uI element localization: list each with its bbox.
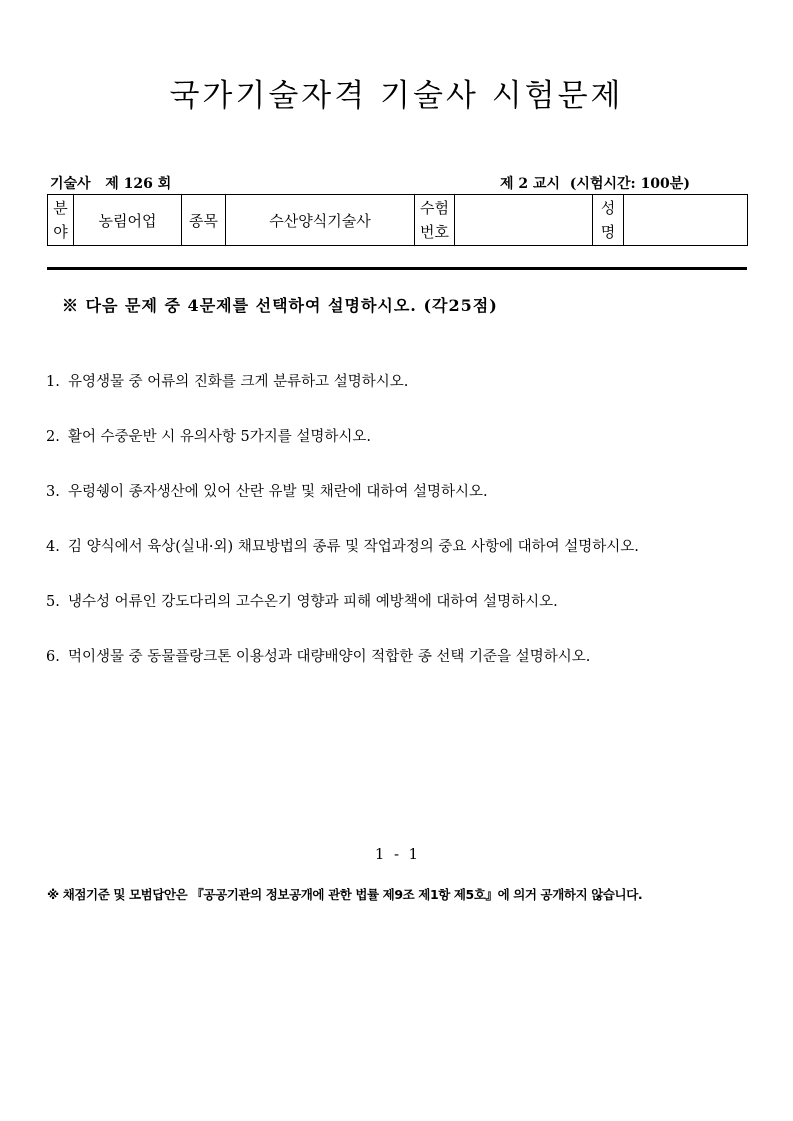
- exam-round: 기술사 제 126 회: [50, 176, 172, 192]
- question-text: 활어 수중운반 시 유의사항 5가지를 설명하시오.: [68, 429, 372, 445]
- question-item: [46, 368, 752, 397]
- exam-number-field[interactable]: [455, 195, 593, 246]
- question-number: 5.: [46, 594, 60, 610]
- field-label: 분 야: [48, 195, 74, 246]
- field-value: 농림어업: [74, 195, 182, 246]
- divider: [47, 267, 747, 270]
- question-text: 냉수성 어류인 강도다리의 고수온기 영향과 피해 예방책에 대하여 설명하시오.: [68, 594, 558, 610]
- question-number: 2.: [46, 429, 60, 445]
- name-label: 성 명: [593, 195, 624, 246]
- exam-session: 제 2 교시 (시험시간: 100분): [500, 176, 690, 192]
- page-number: 1 - 1: [374, 845, 419, 863]
- question-number: 3.: [46, 484, 60, 500]
- question-item: [46, 643, 752, 672]
- question-list: [46, 368, 752, 698]
- instruction: ※ 다음 문제 중 4문제를 선택하여 설명하시오. (각25점): [62, 296, 498, 315]
- exam-info-table: [47, 194, 748, 246]
- question-item: [46, 533, 752, 562]
- question-text: 김 양식에서 육상(실내·외) 채묘방법의 종류 및 작업과정의 중요 사항에 대하여 설명하시오.: [68, 539, 639, 555]
- question-text: 유영생물 중 어류의 진화를 크게 분류하고 설명하시오.: [68, 374, 409, 390]
- question-item: [46, 478, 752, 507]
- question-item: [46, 588, 752, 617]
- question-number: 4.: [46, 539, 60, 555]
- name-field[interactable]: [624, 195, 748, 246]
- question-number: 6.: [46, 649, 60, 665]
- question-number: 1.: [46, 374, 60, 390]
- question-text: 먹이생물 중 동물플랑크톤 이용성과 대량배양이 적합한 종 선택 기준을 설명하시오.: [68, 649, 591, 665]
- question-text: 우렁쉥이 종자생산에 있어 산란 유발 및 채란에 대하여 설명하시오.: [68, 484, 488, 500]
- question-item: [46, 423, 752, 452]
- category-value: 수산양식기술사: [226, 195, 415, 246]
- exam-title: 국가기술자격 기술사 시험문제: [169, 78, 624, 114]
- disclosure-note: ※ 채점기준 및 모범답안은 『공공기관의 정보공개에 관한 법률 제9조 제1항 제5호』에 의거 공개하지 않습니다.: [47, 887, 643, 902]
- exam-number-label: 수험 번호: [415, 195, 455, 246]
- category-label: 종목: [182, 195, 226, 246]
